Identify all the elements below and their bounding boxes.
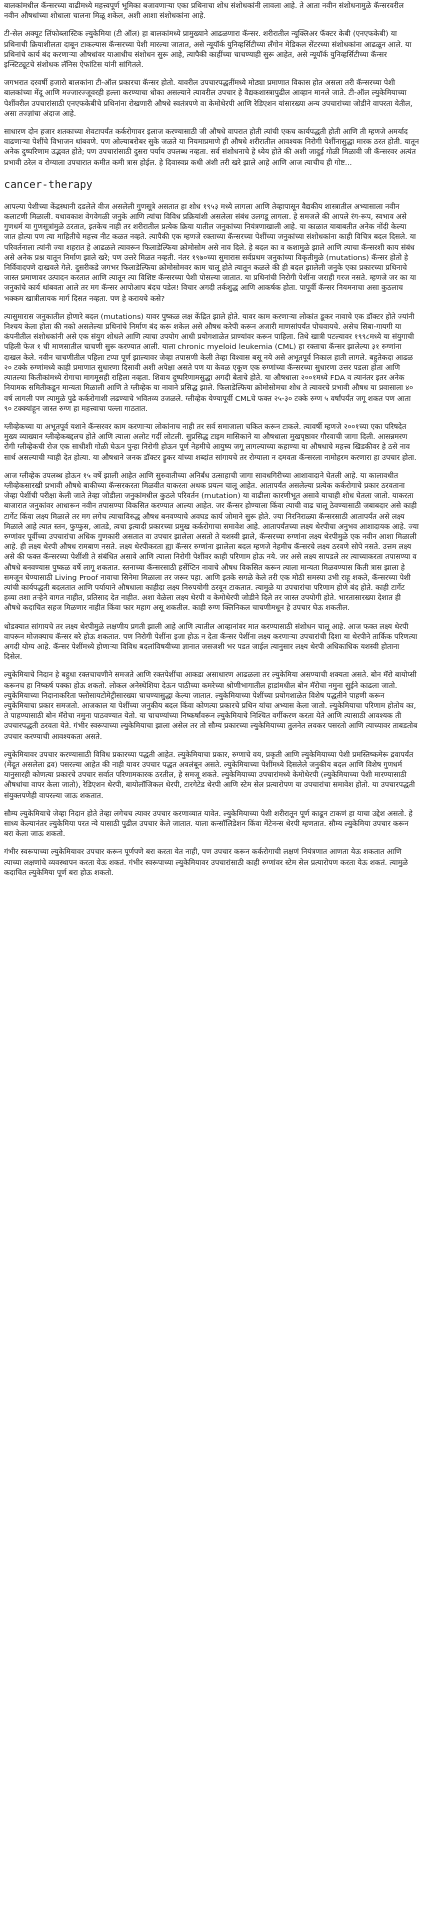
body-paragraph-2: त्यासुमारास जनुकातील होणारे बदल (mutations) यावर पुष्कळ लक्ष केंद्रित झाले होते. यावर काम करणाऱ्या लोकांत डूकर नावाचे एक डॉक्टर होते ज्यांनी निश्चय केला होता की नको असलेल्या प्रथिनांचे निर्माण बंद करू शकेल असे औषध करेपी करून अजारी माणसांपर्यंत पोचवायचे. असेच सिबा-गायगी या कंपनीतील संशोधकांनी असे एक संयुग शोधले आणि त्याचा उपयोग आधी प्रयोगशाळेत प्राण्यांवर करून पाहिला. तिथे खात्री पटल्यावर १९९८मध्ये या संयुगाची पहिली फेज १ ची माणसातील चाचणी सुरू करण्यात आली. याला chronic myeloid leukemia (CML) हा रक्ताचा कॅन्सर झालेल्या ३१ रुग्णांना दाखल केले. नवीन चाचणीतील पहिला टप्पा पूर्ण झाल्यावर जेव्हा तपासणी केली तेव्हा विश्वास बसू नये असे अभूतपूर्व निकाल हाती लागले. बहुतेकदा आढळ २० टक्के रुग्णांमध्ये काही प्रमाणात सुधारणा दिसावी अशी अपेक्षा असते पण या केवळ एकूण एक रुग्णांच्या कॅन्सरच्या सुधारणा उत्तर पडला होता आणि त्यातल्या कितीकांमध्ये रोगाचा मागमूसही राहिला नव्हता. शिवाय दुष्परिणामसुद्धा अगदी बेताचे होते. या औषधाला २००१मध्ये FDA व त्यानंतर इतर अनेक नियामक समितीकडून मान्यता मिळाली आणि ते ग्लीव्हेक या नावाने प्रसिद्ध झाले. फिलाडेल्फिया क्रोमोसोमचा शोध ते त्यावरचे प्रभावी औषध या प्रवासाला ४० वर्ष लागली पण त्यामुळे पुढे कर्करोगाशी लढण्याचे भवितव्य उजळले. ग्लीव्हेक येण्यापूर्वी CMLचे फक्त २५-३० टक्के रुग्ण ५ वर्षांपर्यंत जगू शकत पण आता ९० टक्क्यांहून जास्त रुग्ण हा महत्त्वाचा पल्ला गाठतात.: [4, 311, 415, 413]
body-paragraph-7: ल्युकेमियावर उपचार करण्यासाठी विविध प्रकारच्या पद्धती आहेत. ल्युकेमियाचा प्रकार, रुग्णाचे वय, प्रकृती आणि ल्युकेमियाच्या पेशी प्रमस्तिष्कमेरू द्रवापर्यंत (मेंदूत असलेला द्रव) पसरल्या आहेत की नाही यावर उपचार पद्धत अवलंबून असते. ल्युकेमियाच्या पेशींमध्ये दिसलेले जनुकीय बदल आणि विशेष गुणधर्म यानुसारही कोणत्या प्रकारचे उपचार सर्वात परिणामकारक ठरतील, हे समजू शकते. ल्युकेमियाच्या उपचारांमध्ये केमोथेरपी (ल्युकेमियाच्या पेशी मारण्यासाठी औषधांचा वापर केला जातो), रेडिएशन थेरपी, बायोलॉजिकल थेरपी, टारगेटेड थेरपी आणि स्टेम सेल प्रत्यारोपण या उपचारांचा समावेश होतो. या उपचारपद्धती संयुक्तपणेही वापरल्या जाऊ शकतात.: [4, 749, 415, 800]
body-paragraph-3: ग्लीव्हेकच्या या अभूतपूर्व यशाने कॅन्सरवर काम करणाऱ्या लोकांनाच नाही तर सर्व समाजाला चकित करून टाकले. त्यावर्षी म्हणजे २००१च्या एका परिषदेत मुख्य व्याख्यान ग्लीव्हेकबद्दलच होते आणि त्याला अलोट गर्दी लोटली. सुप्रसिद्ध टाइम मासिकाने या औषधाला मुखपृष्ठावर गौरवाची जागा दिली. आसन्नमरण रोगी ग्लीव्हेकची रोज एक साधीशी गोळी घेऊन पुन्हा निरोगी होऊन पूर्ण नेहमीचे आयुष्य जगू लागल्याच्या कहाण्या या औषधाचे महत्त्व खिडकीवर हे ठसे नाव सार्थ असल्याची ग्वाही देत होत्या. या औषधाने जनक डॉक्टर ड्रूकर यांच्या शब्दांत सांगायचे तर रोग्याला न दमवता कॅन्सरला नामोहरम करणारा हा उपचार होता.: [4, 421, 417, 462]
body-paragraph-1: आपल्या पेशीच्या केंद्रस्थानी दडलेले वीज असलेली गुणसूत्रे असतात हा शोध १९५३ मध्ये लागला आणि तेव्हापासून वैद्यकीय शास्त्रातील अभ्यासाला नवीन कलाटणी मिळाली. यथावकाश वेगवेगळी जनुके आणि त्यांचा विविध प्रक्रियांशी असलेला संबंध उलगडू लागला. हे समजले की आपले रंग-रूप, स्वभाव असे गुणधर्म या गुणसूत्रांमुळे ठरतात, इतकेच नाही तर शरीरातील प्रत्येक क्रिया यातील जनुकांच्या नियंत्रणाखाली आहे. या काळात याबाबतीत अनेक नोंदी केल्या जात होत्या पण त्या माहितीचे महत्त्व नीट कळत नव्हते. त्यापैकी एक म्हणजे रक्ताच्या कॅन्सरच्या पेशींच्या जनुकांच्या संशोधकांना काही विचित्र बदल दिसले. या परिवर्तनाला त्यांनी ज्या शहरात हे आढळले त्यावरून फिलाडेल्फिया क्रोमोसोम असे नाव दिले. हे बदल का व कशामुळे झाले आणि त्याचा कॅन्सरशी काय संबंध असे अनेक प्रश्न यातून निर्माण झाले खरे; पण उत्तरे मिळत नव्हती. नंतर १९७०च्या सुमारास सर्वप्रथम जनुकांच्या विकृतीमुळे (mutations) कॅन्सर होतो हे निर्विवादपणे दाखवले गेले. दुसरीकडे जगभर फिलाडेल्फिया क्रोमोसोमवर काम चालू होते त्यातून कळले की ही बदल झालेली जनुके एका प्रकारच्या प्रथिनाचे जास्त प्रमाणावर उत्पादन करतात आणि त्यातून त्या विशिष्ट कॅन्सरच्या पेशी पोसल्या जातात. या प्रथिनांची निरोगी पेशींना जराही गरज नसते. म्हणजे जर का या जनुकांचे कार्य थांबवता आले तर मग कॅन्सर आपोआप बंदच पडेल! विचार अगदी तर्कशुद्ध आणि आकर्षक होता. पापूर्वी कॅन्सर नियमनाचा असा कुठलाच भक्कम खात्रीलायक मार्ग दिसत नव्हता. पण हे करायचे कसे?: [4, 201, 417, 303]
article: [4, 1, 419, 878]
body-paragraph-9: गंभीर स्वरूपाच्या ल्युकेमियावर उपचार करून पूर्णपणे बरा करता येत नाही, पण उपचार करून कर्करोगाची लक्षणं नियंत्रणात आणता येऊ शकतात आणि त्याच्या लक्षणांचे व्यवस्थापन करता येऊ शकतं. गंभीर स्वरूपाच्या ल्युकेमियावर उपचारांसाठी काही रुग्णांवर स्टेम सेल प्रत्यारोपण करता येऊ शकतं. त्यामुळे कदाचित ल्युकेमिया पूर्ण बरा होऊ शकतो.: [4, 847, 408, 877]
intro-paragraph-4: साधारण दोन हजार शतकाच्या शेवटापर्यंत कर्करोगावर इलाज करण्यासाठी जी औषधे वापरात होती त्यांची एकच कार्यपद्धती होती आणि ती म्हणजे अमर्याद वाढणाऱ्या पेशींचे विभाजन थांबवणे. पण ओल्याबरोबर सुके जळते या नियमाप्रमाणे ही औषधे शरीरातील आवश्यक निरोगी पेशींनासुद्धा मारक ठरत होती. यातून अनेक दुष्परिणाम उद्भवत होते; पण उपचारांसाठी दुसरा पर्याय उपलब्ध नव्हता. सर्व संशोधनाचे हे ध्येय होते की अशी जादुई गोळी मिळावी जी कॅन्सरवर अत्यंत प्रभावी ठरेल व रोग्याला उपचारात कमीत कमी त्रास होईल. हे दिवास्वप्न कधी अंशी तरी खरे झाले आहे आणि आज त्याचीच ही गोष्ट...: [4, 127, 419, 167]
body-paragraph-8: सौम्य ल्युकेमियाचे जेव्हा निदान होते तेव्हा लगेचच त्यावर उपचार करणाव्यात यावेत. ल्युकेमियाच्या पेशी शरीरातून पूर्ण काढून टाकणं हा याचा उद्देश असतो. हे साध्य केल्यानंतर ल्युकेमिया परत न्ये यासाठी पुढील उपचार केले जातात. याला कन्सॉलिडेशन किंवा मेंटेनन्स थेरपी म्हणतात. सौम्य ल्युकेमिया उपचार करून बरा केला जाऊ शकतो.: [4, 808, 413, 839]
body-paragraph-6: ल्युकेमियाचे निदान हे बहुधा रक्तचाचणीने समजते आणि रक्तपेशींचा आकडा असाधारण आढळला तर ल्युकेमिया असण्याची शक्यता असते. बोन मॅरो बायोप्सी करूनच हा निष्कर्ष पक्का होऊ शकतो. लोकल अनेस्थेशिया देऊन पाठीच्या कमरेच्या श्रोणीभागातील हाडांमधील बोन मॅरोचा नमुना सुईने काढला जातो. ल्युकेमियाच्या निदानाकरिता फ्लोसायटोमेट्रीसारख्या चाचण्यासुद्धा केल्या जातात. ल्युकेमियाच्या पेशींच्या प्रयोगशाळेत विशेष पद्धतीने पाहणी करून ल्युकेमियाचा प्रकार समजतो. आजकाल या पेशींच्या जनुकीय बदल किंवा कोणत्या प्रकारचे प्रथिन यांचा अभ्यास केला जातो. ल्युकेमियाचा परिणाम होतोय का, ते पाहण्यासाठी बोन मॅरोचा नमुना पाठवण्यात येतो. या चाचण्यांच्या निष्कर्षांवरून ल्युकेमियाचे निश्चित वर्गीकरण करता येते आणि त्यासाठी आवश्यक ती उपचारपद्धती ठरवता येते. गंभीर स्वरूपाच्या ल्युकेमियाचा झाला असेल तर तो सौम्य प्रकारच्या ल्युकेमियाच्या तुलनेत लवकर पसरतो आणि त्याच्यावर ताबडतोब उपचार करण्याची आवश्यकता असते.: [4, 670, 418, 741]
intro-paragraph-2: टी-सेल अक्यूट लिंफोब्लास्टिक ल्युकेमिया (टी ऑल) हा बालकांमध्ये प्रामुख्याने आढळणारा कॅन्सर. शरीरातील न्यूक्लिअर फॅक्टर केबी (एनएफकेबी) या प्रथिनाची क्रियाशीलता दाबून टाकल्यास कॅन्सरच्या पेशी मारल्या जातात, असे न्यूयॉर्क युनिव्हर्सिटीच्या लँगोन मेडिकल सेंटरच्या संशोधकांना आढळून आले. या प्रथिनांचे कार्य बंद करणाऱ्या औषधांवर याआधीच संशोधन सुरू आहे, त्यापैकी काहींच्या चाचण्याही सुरू आहेत, असे न्यूयॉर्क युनिव्हर्सिटीच्या कॅन्सर इन्स्टिट्यूटचे संशोधक लॅनिस ऐफांटिस यांनी सांगितले.: [4, 29, 412, 70]
body-paragraph-5: थोडक्यात सांगायचे तर लक्ष्य थेरपीमुळे लक्षणीय प्रगती झाली आहे आणि त्यातील आव्हानांवर मात करण्यासाठी संशोधन चालू आहे. आज फक्त लक्ष्य थेरपी वापरून मोजक्याच कॅन्सर बरे होऊ शकतात. पण निरोगी पेशींना इजा होऊ न देता कॅन्सर पेशींना लक्ष्य करणाऱ्या उपचारांची दिशा या थेरपीने तार्किक परिणत्या अगदी योग्य आहे. कॅन्सर पेशींमध्ये होणाऱ्या विविध बदलांविषयीच्या ज्ञानात जसजशी भर पडत जाईल त्यानुसार लक्ष्य थेरपी अधिकाधिक यशस्वी होताना दिसेल.: [4, 621, 418, 662]
body-paragraph-4: आज ग्लीव्हेक उपलब्ध होऊन १५ वर्षे झाली आहेत आणि सुरुवातीच्या अनिर्बंध उत्साहाची जागा सावधगिरीच्या आशावादाने घेतली आहे. या कालावधीत ग्लीव्हेकसारखी प्रभावी औषधे बाकीच्या कॅन्सरकरता मिळवीत याकरता अथक प्रयत्न चालू आहेत. आतापर्यंत असलेल्या प्रत्येक कर्करोगाचे प्रकार ठरवताना जेव्हा पेशींची परीक्षा केली जाते तेव्हा जोडीला जनुकांमधील कुठले परिवर्तन (mutation) या वाढीला कारणीभूत असावे याचाही शोध घेतला जातो. याकरता बाजारात जनुकांवर आधारून नवीन तपासण्या विकसित करण्यात आल्या आहेत. जर कॅन्सर होण्याला किंवा त्याची वाढ चालू ठेवण्यासाठी जबाबदार असे काही टार्गेट किंवा लक्ष्य मिळाले तर मग लगेच त्याचाविरुद्ध औषध बनवण्याचे अवघड कार्य जोमाने सुरू होते. ज्या निरनिराळ्या कॅन्सरसाठी आतापर्यंत असे लक्ष्य मिळाले आहे त्यात स्तन, फुप्फुस, आतडे, त्वचा इत्यादी प्रकारच्या प्रमुख कर्करोगाचा समावेश आहे. आतापर्यंतच्या लक्ष्य थेरपीचा अनुभव आशादायक आहे. ज्या रुग्णांवर पूर्वीच्या उपचारांचा अधिक गुणकारी असतात वा उपचार झालेला असतो ते यशस्वी झाले, कॅन्सरच्या रुग्णांना लक्ष्य थेरपीमुळे एक नवीन आशा मिळाली आहे. ही लक्ष्य थेरपी औषध रामबाण नसते. लक्ष्य थेरपीकरता ह्या कॅन्सर रुग्णांना झालेला बदल म्हणजे नेहमीच कॅन्सरचे लक्ष्य ठरवणे सोपे नसते. उत्तम लक्ष्य असे की फक्त कॅन्सरच्या पेशींशी ते संबंधित असावे आणि त्याला निरोगी पेशींवर काही परिणाम होऊ नये. जर असे लक्ष्य सापडले तर त्याच्याकरता तपासण्या व औषधे बनवण्यास पुष्कळ वर्षे लागू शकतात. स्तनाच्या कॅन्सरसाठी हर्सेप्टिन नावाचे औषध विकसित करून त्याला मान्यता मिळवण्यास किती त्रास झाला हे समजून घेण्यासाठी Living Proof नावाचा सिनेमा मिळाला तर जरूर पहा. आणि इतके सगळे केले तरी एक मोठी समस्या उभी राहू शकते, कॅन्सरच्या पेशी त्यांची कार्यपद्धती बदलतात आणि पर्यायाने औषधाला काहीदा लक्ष्य निरुपयोगी ठरवून टाकतात. त्यामुळे या उपचारांचा परिणाम होणे बंद होते. काही टार्गेट हव्या तशा तऱ्हेने वागत नाहीत, प्रतिसाद देत नाहीत. अशा वेळेला लक्ष्य थेरपी व केमोथेरपी जोडीने दिले तर जास्त उपयोगी होते. भारतासारख्या देशात ही औषधे कदाचित सहज मिळणार नाहीत किंवा फार महाग असू शकतील. काही रुग्ण क्लिनिकल चाचणीमधून हे उपचार घेऊ शकतील.: [4, 470, 419, 613]
intro-paragraph-1: बालकांमधील कॅन्सरच्या वाढीमध्ये महत्त्वपूर्ण भूमिका बजावणाऱ्या एका प्रथिनाचा शोध संशोधकांनी लावला आहे. ते आता नवीन संशोधनामुळे कॅन्सरवरील नवीन औषधांच्या शोधाला चालना मिळू शकेल, अशी आशा संशोधकांना आहे.: [4, 1, 404, 21]
intro-paragraph-3: जगभरात दरवर्षी हजारो बालकांना टी-ऑल प्रकारचा कॅन्सर होतो. यावरील उपचारपद्धतींमध्ये मोठ्या प्रमाणात विकास होत असला तरी कॅन्सरच्या पेशी बालकांच्या मेंदू आणि मज्जारज्जूवरही हल्ला करण्याचा धोका असल्याने त्यावरील उपचार हे वैद्यकशास्त्रापुढील आव्हान मानले जाते. टी-ऑल ल्युकेमियाच्या पेशींवरील उपचारांसाठी एनएफकेबीचे प्रथिनांना रोखणारी औषधे स्वतंत्रपणे वा केमोथेरपी आणि रेडिएशन यांसारख्या अन्य उपचारांच्या जोडीने वापरता येतील, असा तज्ज्ञांचा अंदाज आहे.: [4, 78, 413, 118]
section-heading: cancer-therapy: [4, 178, 93, 191]
